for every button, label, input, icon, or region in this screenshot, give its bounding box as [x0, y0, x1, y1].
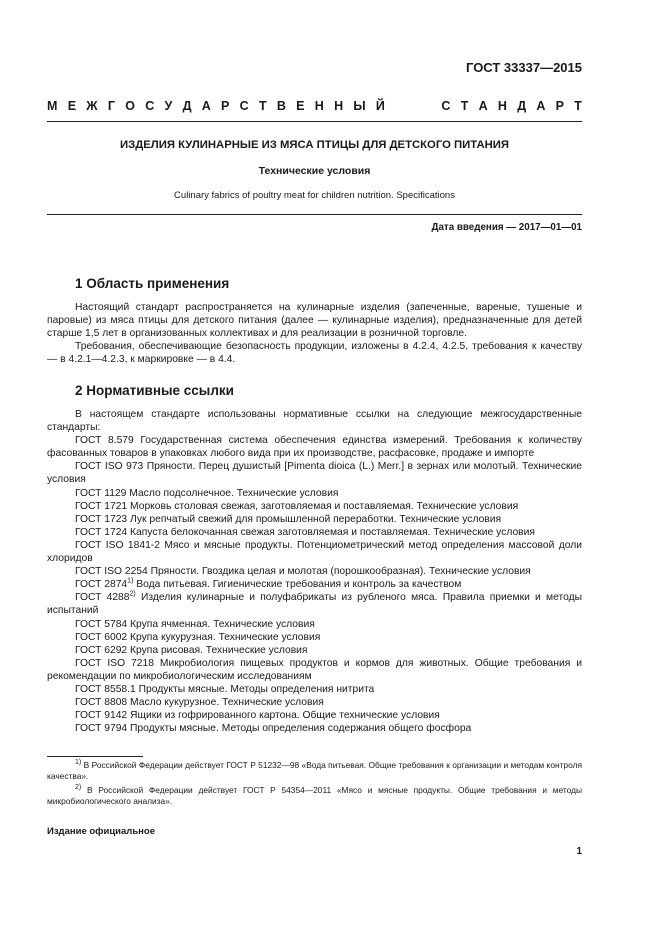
- paragraph: Требования, обеспечивающие безопасность продукции, изложены в 4.2.4, 4.2.5, требования к качеству — в 4.2.1—4.2.3, к маркировке — в 4.4.: [47, 341, 582, 366]
- section-scope: [47, 276, 582, 366]
- reference-item: [47, 460, 582, 486]
- interstate-standard-banner: [47, 99, 582, 113]
- reference-text: Ящики из гофрированного картона. Общие технические условия: [127, 710, 440, 722]
- reference-item: [47, 591, 582, 617]
- banner-letter: С: [239, 99, 249, 113]
- reference-item: [47, 657, 582, 683]
- banner-letter: Т: [460, 99, 469, 113]
- section-body: [47, 301, 582, 366]
- reference-text: Крупа рисовая. Технические условия: [127, 644, 308, 656]
- banner-letter: А: [201, 99, 211, 113]
- footnote-marker: 1): [127, 577, 134, 585]
- reference-item: [47, 644, 582, 657]
- reference-text: Продукты мясные. Методы определения нитрита: [135, 683, 375, 695]
- reference-code: ГОСТ 4288: [75, 592, 130, 604]
- reference-text: Морковь столовая свежая, заготовляемая и поставляемая. Технические условия: [127, 500, 519, 512]
- banner-letter: Ж: [86, 99, 98, 113]
- document-subtitle: Технические условия: [258, 165, 371, 177]
- banner-letter: Т: [258, 99, 267, 113]
- banner-letter: Г: [107, 99, 115, 113]
- reference-code: ГОСТ 9142: [75, 710, 128, 722]
- banner-letter: А: [536, 99, 546, 113]
- reference-text: Пряности. Перец душистый [Pimenta dioica (L.) Merr.] в зернах или молотый. Технические условия: [47, 461, 582, 486]
- banner-letter: О: [125, 99, 135, 113]
- reference-code: ГОСТ 1721: [75, 500, 128, 512]
- reference-item: [47, 722, 582, 735]
- banner-letter: Д: [182, 99, 192, 113]
- reference-code: ГОСТ 6292: [75, 644, 128, 656]
- introduction-date: Дата введения — 2017—01—01: [431, 222, 582, 233]
- reference-item: [47, 565, 582, 578]
- reference-item: [47, 696, 582, 709]
- reference-code: ГОСТ ISO 973: [75, 461, 144, 473]
- footnote-mark: 1): [75, 759, 82, 767]
- footnote: [47, 785, 582, 808]
- banner-letter: Ы: [353, 99, 366, 113]
- footnotes: [47, 760, 582, 810]
- reference-code: ГОСТ ISO 1841-2: [75, 539, 160, 551]
- banner-letter: Й: [375, 99, 385, 113]
- footnote-rule: [47, 756, 143, 757]
- header-rule: [47, 121, 582, 122]
- reference-list: [47, 408, 582, 735]
- footnote-marker: 2): [129, 590, 136, 598]
- reference-text: Вода питьевая. Гигиенические требования и контроль за качеством: [133, 579, 462, 591]
- banner-letter: С: [145, 99, 155, 113]
- reference-item: [47, 526, 582, 539]
- reference-item: [47, 500, 582, 513]
- reference-item: [47, 578, 582, 591]
- section-heading: 2 Нормативные ссылки: [75, 383, 234, 398]
- document-title-english: Culinary fabrics of poultry meat for children nutrition. Specifications: [174, 190, 455, 201]
- reference-code: ГОСТ 5784: [75, 618, 128, 630]
- banner-gap: [395, 99, 431, 113]
- reference-text: Изделия кулинарные и полуфабрикаты из рубленого мяса. Правила приемки и методы испытаний: [47, 592, 582, 617]
- banner-letter: В: [276, 99, 286, 113]
- reference-item: [47, 618, 582, 631]
- banner-letter: Д: [517, 99, 527, 113]
- reference-text: Продукты мясные. Методы определения содержания общего фосфора: [127, 723, 472, 735]
- section-heading: 1 Область применения: [75, 276, 230, 291]
- banner-letter: М: [47, 99, 58, 113]
- reference-code: ГОСТ 8558.1: [75, 683, 136, 695]
- reference-text: Государственная система обеспечения единства измерений. Требования к количеству фасованных товаров в упаковках любого вида при их производстве, расфасовке, продаже и импорте: [47, 435, 582, 460]
- edition-label: Издание официальное: [47, 826, 155, 837]
- reference-text: Масло кукурузное. Технические условия: [127, 697, 324, 709]
- reference-item: [47, 434, 582, 460]
- reference-code: ГОСТ 2874: [75, 579, 128, 591]
- footnote-mark: 2): [75, 784, 82, 792]
- reference-item: [47, 487, 582, 500]
- document-title: ИЗДЕЛИЯ КУЛИНАРНЫЕ ИЗ МЯСА ПТИЦЫ ДЛЯ ДЕТСКОГО ПИТАНИЯ: [120, 139, 509, 151]
- banner-letter: Е: [296, 99, 305, 113]
- reference-text: Крупа ячменная. Технические условия: [127, 618, 315, 630]
- reference-text: Крупа кукурузная. Технические условия: [127, 631, 321, 643]
- banner-letter: Е: [67, 99, 77, 113]
- reference-item: [47, 631, 582, 644]
- banner-letter: У: [164, 99, 173, 113]
- footnote-text: В Российской Федерации действует ГОСТ Р 51232—98 «Вода питьевая. Общие требования к организации и методам контроля качества».: [47, 760, 582, 782]
- reference-text: Лук репчатый свежий для промышленной переработки. Технические условия: [127, 513, 502, 525]
- banner-letter: С: [441, 99, 451, 113]
- banner-letter: Р: [221, 99, 230, 113]
- paragraph: В настоящем стандарте использованы нормативные ссылки на следующие межгосударственные стандарты:: [47, 409, 582, 434]
- reference-code: ГОСТ 8.579: [75, 435, 134, 447]
- banner-letter: Н: [314, 99, 324, 113]
- banner-letter: Р: [555, 99, 564, 113]
- reference-text: Микробиология пищевых продуктов и кормов для животных. Общие требования и рекомендации по микробиологическим исследованиям: [47, 657, 582, 682]
- reference-code: ГОСТ ISO 2254: [75, 566, 148, 578]
- reference-code: ГОСТ 6002: [75, 631, 128, 643]
- banner-letter: Н: [334, 99, 344, 113]
- reference-code: ГОСТ 1724: [75, 526, 128, 538]
- footnote-text: В Российской Федерации действует ГОСТ Р 54354—2011 «Мясо и мясные продукты. Общие требования и методы микробиологического анализа».: [47, 784, 582, 807]
- reference-code: ГОСТ 1723: [75, 513, 128, 525]
- banner-letter: А: [478, 99, 488, 113]
- reference-text: Пряности. Гвоздика целая и молотая (порошкообразная). Технические условия: [147, 566, 531, 578]
- footnote: [47, 760, 582, 783]
- document-number: ГОСТ 33337—2015: [466, 60, 582, 75]
- reference-item: [47, 539, 582, 565]
- reference-code: ГОСТ 1129: [75, 487, 127, 499]
- reference-item: [47, 513, 582, 526]
- reference-text: Мясо и мясные продукты. Потенциометрический метод определения массовой доли хлоридов: [47, 539, 582, 565]
- reference-text: Масло подсолнечное. Технические условия: [126, 487, 339, 499]
- paragraph: Настоящий стандарт распространяется на кулинарные изделия (запеченные, вареные, тушеные и паровые) из мяса птицы для детского питания (далее — кулинарные изделия), предназначенные для детей старше 1,5 лет в организованных коллективах и для реализации в розничной торговле.: [47, 302, 582, 340]
- banner-letter: Н: [497, 99, 507, 113]
- page-number: 1: [576, 846, 582, 857]
- reference-code: ГОСТ 9794: [75, 723, 128, 735]
- reference-item: [47, 709, 582, 722]
- banner-letter: Т: [574, 99, 582, 113]
- reference-text: Капуста белокочанная свежая заготовляемая и поставляемая. Технические условия: [127, 526, 535, 538]
- title-rule: [47, 214, 582, 215]
- section-normative-references: [47, 383, 582, 735]
- reference-code: ГОСТ ISO 7218: [75, 657, 154, 669]
- reference-item: [47, 683, 582, 696]
- reference-code: ГОСТ 8808: [75, 697, 128, 709]
